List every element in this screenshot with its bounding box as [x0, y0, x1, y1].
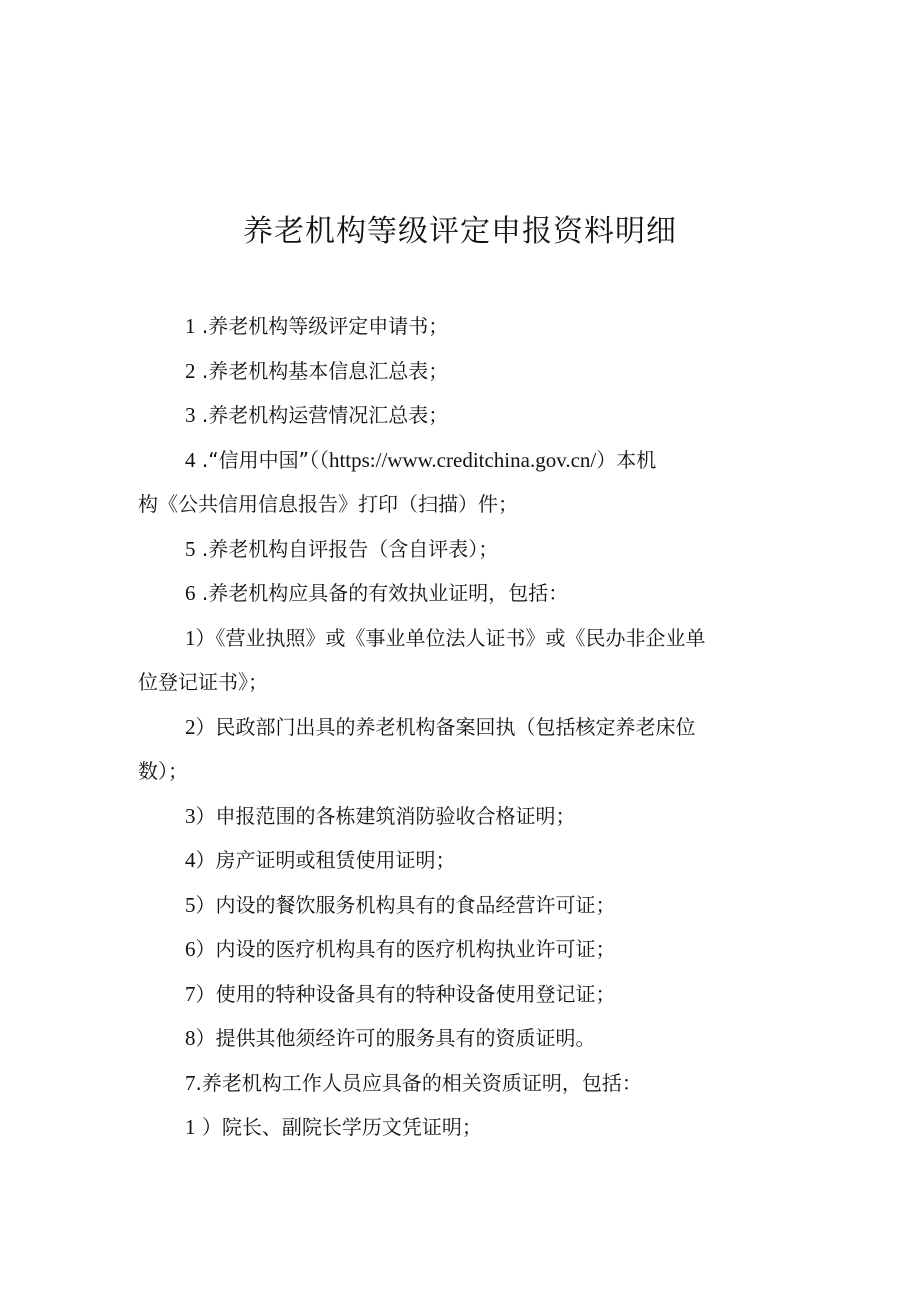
- list-item-continuation: [138, 749, 770, 794]
- list-item: [138, 438, 770, 483]
- item-text: ）提供其他须经许可的服务具有的资质证明。: [195, 1026, 596, 1050]
- item-number: 3: [185, 403, 196, 427]
- item-text-tail: ）本机: [596, 447, 657, 472]
- item-number: 4: [185, 447, 196, 472]
- item-number: 6: [185, 937, 196, 961]
- item-text: ）内设的医疗机构具有的医疗机构执业许可证；: [195, 937, 616, 961]
- sub-list-item: [138, 794, 770, 839]
- list-item: [138, 1061, 770, 1106]
- document-body: [138, 304, 770, 1150]
- sub-list-item: [138, 927, 770, 972]
- item-number: 3: [185, 803, 196, 828]
- sub-list-item: [138, 838, 770, 883]
- item-text: .养老机构运营情况汇总表；: [201, 403, 449, 427]
- item-number: 5: [185, 536, 196, 561]
- item-text: 构《公共信用信息报告》打印（扫描）件；: [138, 492, 518, 516]
- item-number: 7: [185, 1070, 196, 1095]
- item-number: 2: [185, 358, 196, 383]
- item-text: .养老机构工作人员应具备的相关资质证明，包括：: [195, 1070, 642, 1095]
- item-text: ）院长、副院长学历文凭证明；: [201, 1115, 482, 1139]
- item-text: .养老机构等级评定申请书；: [201, 314, 449, 338]
- item-text: ）民政部门出具的养老机构备案回执（包括核定养老床位: [195, 714, 696, 739]
- list-item-continuation: [138, 660, 770, 705]
- list-item: [138, 349, 770, 394]
- item-text: 数）；: [138, 759, 188, 783]
- item-number: 7: [185, 981, 196, 1006]
- item-text: ）房产证明或租赁使用证明；: [195, 848, 456, 872]
- list-item: [138, 571, 770, 616]
- item-number: 5: [185, 892, 196, 917]
- sub-list-item: [138, 972, 770, 1017]
- item-text: ）《营业执照》或《事业单位法人证书》或《民办非企业单: [195, 625, 706, 650]
- item-number: 4: [185, 848, 196, 872]
- list-item-continuation: [138, 482, 770, 527]
- list-item: [138, 304, 770, 349]
- item-text: .养老机构基本信息汇总表；: [201, 358, 449, 383]
- sub-list-item: [138, 616, 770, 661]
- sub-list-item: [138, 883, 770, 928]
- sub-list-item: [138, 705, 770, 750]
- document-title: 养老机构等级评定申报资料明细: [243, 214, 677, 249]
- list-item: [138, 393, 770, 438]
- item-text: 位登记证书》；: [138, 670, 268, 694]
- sub-list-item: [138, 1105, 770, 1150]
- item-text: ）内设的餐饮服务机构具有的食品经营许可证；: [195, 892, 616, 917]
- item-number: 1: [185, 625, 196, 650]
- item-text: .养老机构自评报告（含自评表）；: [201, 536, 499, 561]
- item-text: .养老机构应具备的有效执业证明，包括：: [201, 581, 569, 605]
- item-number: 8: [185, 1026, 196, 1050]
- item-number: 1: [185, 314, 196, 338]
- item-number: 6: [185, 581, 196, 605]
- list-item: [138, 527, 770, 572]
- item-number: 1: [185, 1115, 196, 1139]
- item-number: 2: [185, 714, 196, 739]
- sub-list-item: [138, 1016, 770, 1061]
- item-text: .“信用中国”（（: [201, 447, 329, 472]
- creditchina-url[interactable]: https://www.creditchina.gov.cn/: [328, 447, 597, 472]
- item-text: ）申报范围的各栋建筑消防验收合格证明；: [195, 803, 576, 828]
- item-text: ）使用的特种设备具有的特种设备使用登记证；: [195, 981, 616, 1006]
